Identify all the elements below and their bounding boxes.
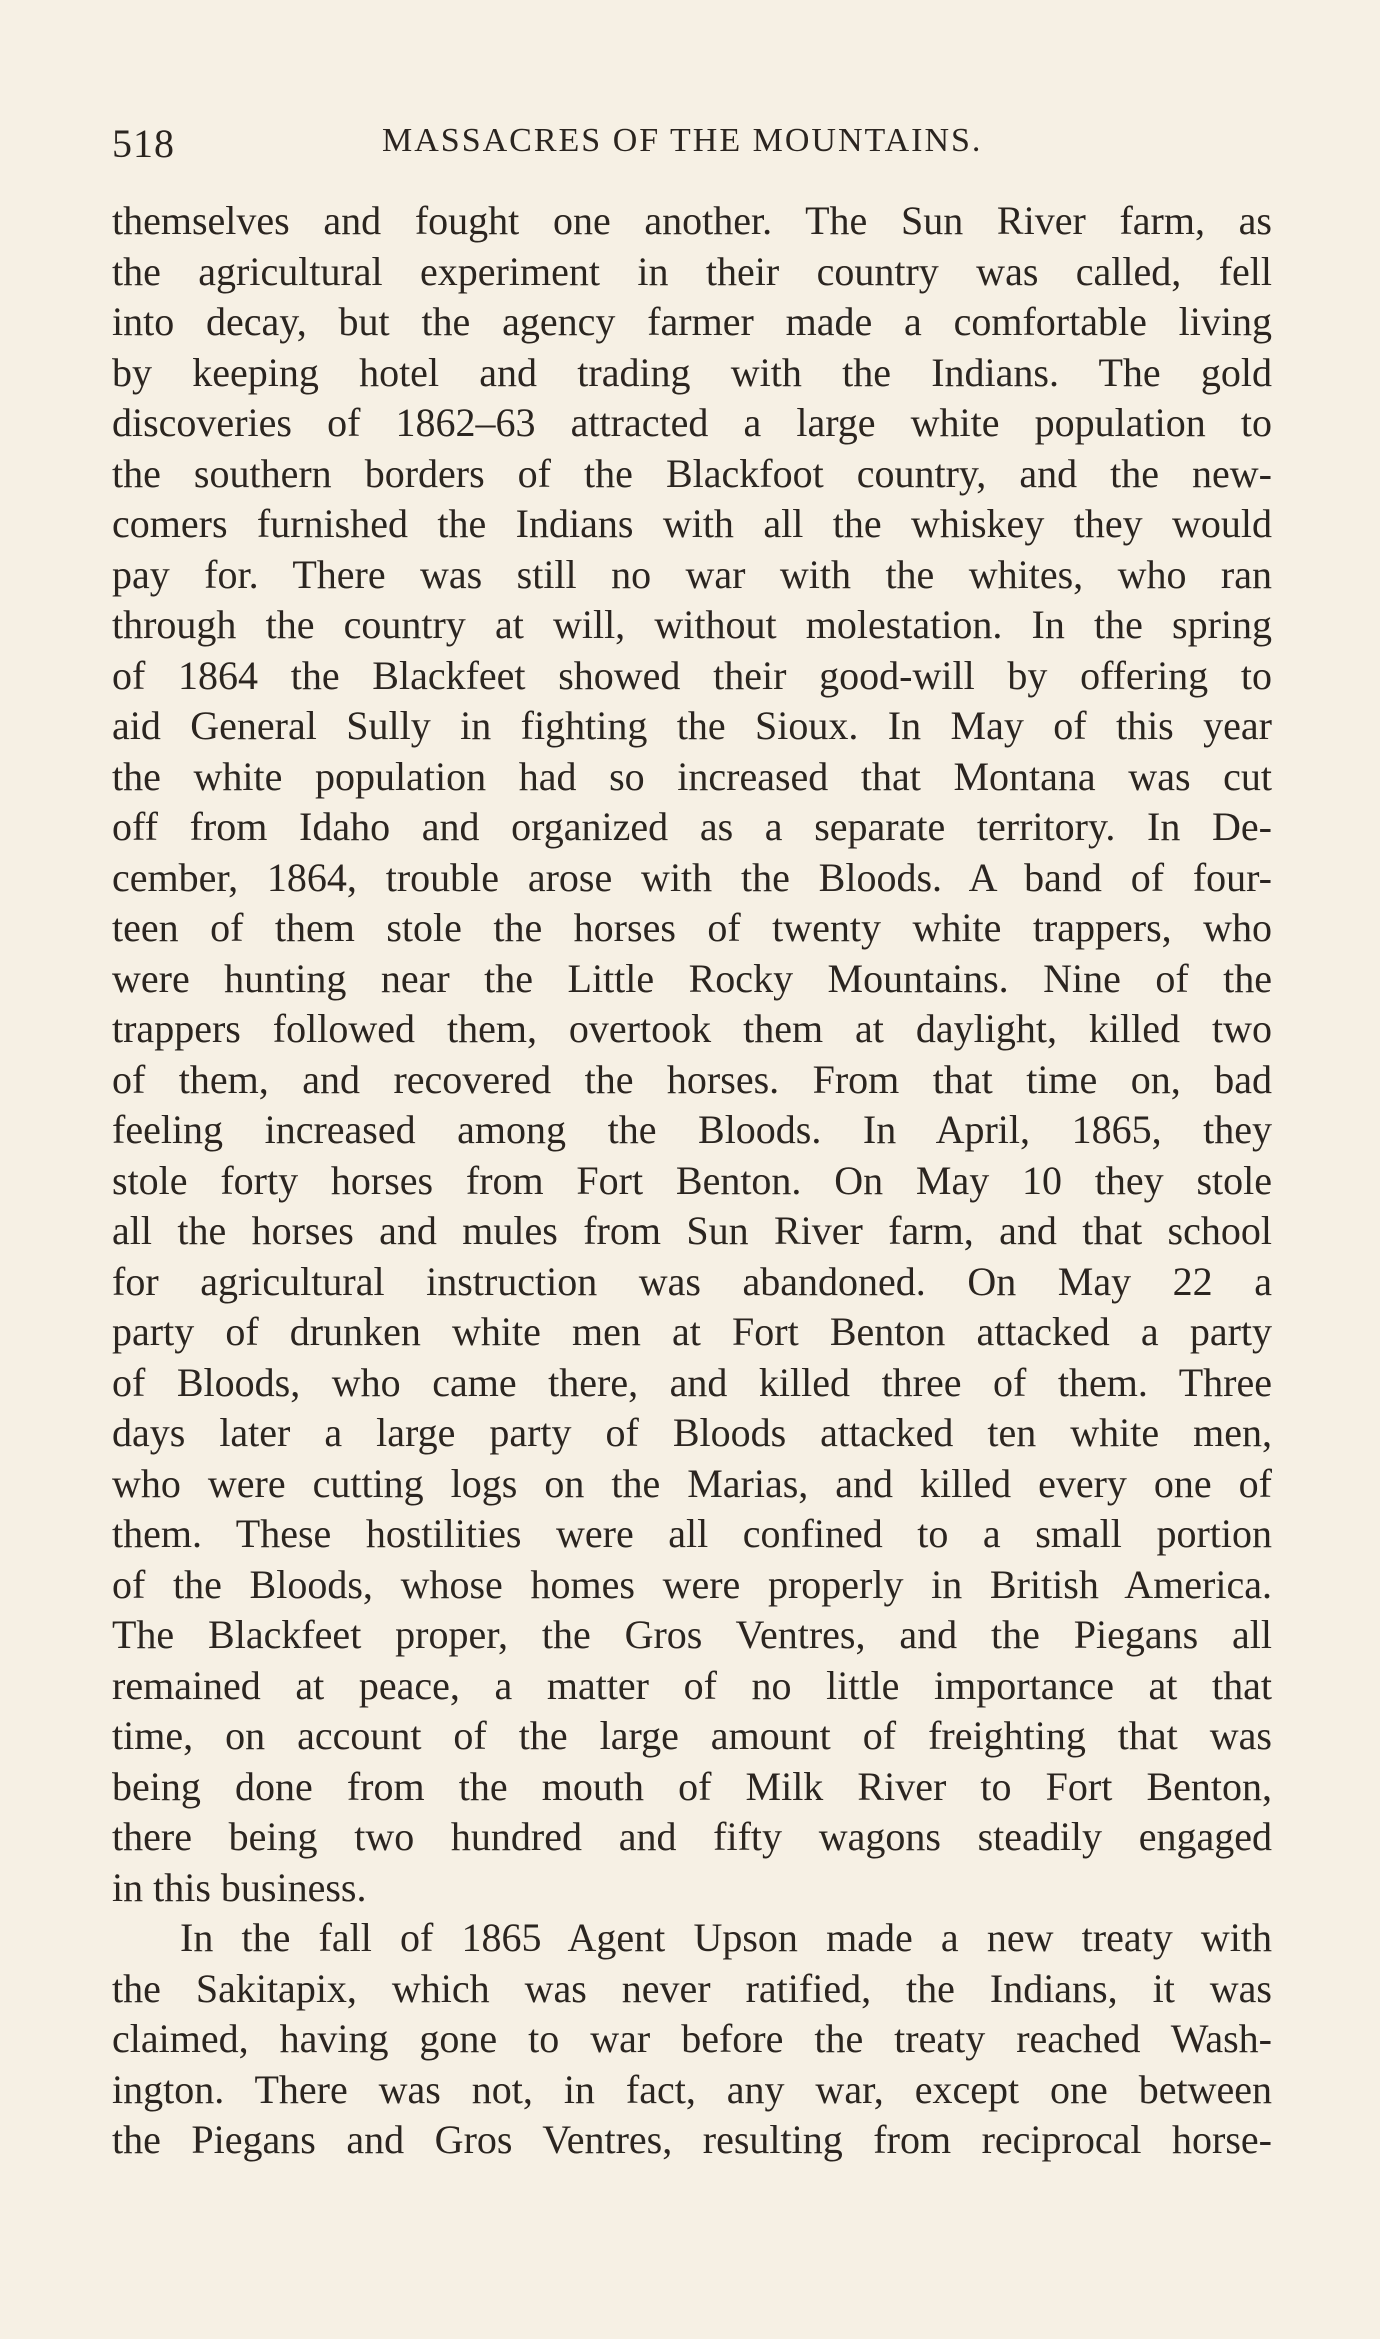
text-line: time, on account of the large amount of freighting that was (112, 1713, 1272, 1758)
text-line: days later a large party of Bloods attacked ten white men, (112, 1410, 1272, 1455)
text-line: pay for. There was still no war with the whites, who ran (112, 551, 1272, 597)
text-line: aid General Sully in fighting the Sioux. In May of this year (112, 703, 1272, 748)
text-line: of the Bloods, whose homes were properly in British America. (112, 1561, 1272, 1607)
text-line: The Blackfeet proper, the Gros Ventres, and the Piegans all (112, 1612, 1272, 1657)
body-text (112, 196, 1272, 2166)
text-line: were hunting near the Little Rocky Mountains. Nine of the (112, 955, 1272, 1001)
text-line: the Piegans and Gros Ventres, resulting from reciprocal horse- (112, 2117, 1272, 2162)
text-line: them. These hostilities were all confined to a small portion (112, 1511, 1272, 1556)
text-line: the southern borders of the Blackfoot country, and the new- (112, 450, 1272, 496)
text-line: ington. There was not, in fact, any war, except one between (112, 2066, 1272, 2112)
text-line: through the country at will, without molestation. In the spring (112, 602, 1272, 647)
page-header (112, 112, 1272, 172)
text-line: for agricultural instruction was abandoned. On May 22 a (112, 1258, 1272, 1304)
running-head: MASSACRES OF THE MOUNTAINS. (382, 122, 983, 159)
text-line: party of drunken white men at Fort Benton attacked a party (112, 1309, 1272, 1354)
text-line: stole forty horses from Fort Benton. On May 10 they stole (112, 1157, 1272, 1203)
text-line: the white population had so increased that Montana was cut (112, 753, 1272, 799)
text-line: by keeping hotel and trading with the Indians. The gold (112, 349, 1272, 395)
text-line: off from Idaho and organized as a separate territory. In De- (112, 804, 1272, 849)
text-line: teen of them stole the horses of twenty white trappers, who (112, 905, 1272, 950)
text-line: of 1864 the Blackfeet showed their good-will by offering to (112, 652, 1272, 698)
text-line: being done from the mouth of Milk River to Fort Benton, (112, 1763, 1272, 1809)
text-line: in this business. (112, 1864, 367, 1910)
text-line: comers furnished the Indians with all the whiskey they would (112, 501, 1272, 546)
text-line: the Sakitapix, which was never ratified, the Indians, it was (112, 1965, 1272, 2011)
paragraph-start-line: In the fall of 1865 Agent Upson made a new treaty with (180, 1915, 1272, 1960)
text-line: cember, 1864, trouble arose with the Bloods. A band of four- (112, 854, 1272, 900)
page-number: 518 (112, 121, 175, 166)
text-line: of them, and recovered the horses. From that time on, bad (112, 1056, 1272, 1102)
text-line: into decay, but the agency farmer made a comfortable living (112, 299, 1272, 344)
text-line: remained at peace, a matter of no little importance at that (112, 1662, 1272, 1708)
text-line: claimed, having gone to war before the treaty reached Wash- (112, 2016, 1272, 2061)
text-line: discoveries of 1862–63 attracted a large white population to (112, 400, 1272, 445)
text-line: themselves and fought one another. The Sun River farm, as (112, 198, 1272, 243)
text-line: all the horses and mules from Sun River farm, and that school (112, 1208, 1272, 1253)
text-line: feeling increased among the Bloods. In April, 1865, they (112, 1107, 1272, 1152)
text-line: trappers followed them, overtook them at daylight, killed two (112, 1006, 1272, 1051)
text-line: there being two hundred and fifty wagons steadily engaged (112, 1814, 1272, 1859)
text-line: of Bloods, who came there, and killed three of them. Three (112, 1359, 1272, 1405)
text-line: the agricultural experiment in their country was called, fell (112, 248, 1272, 294)
text-line: who were cutting logs on the Marias, and killed every one of (112, 1460, 1272, 1506)
